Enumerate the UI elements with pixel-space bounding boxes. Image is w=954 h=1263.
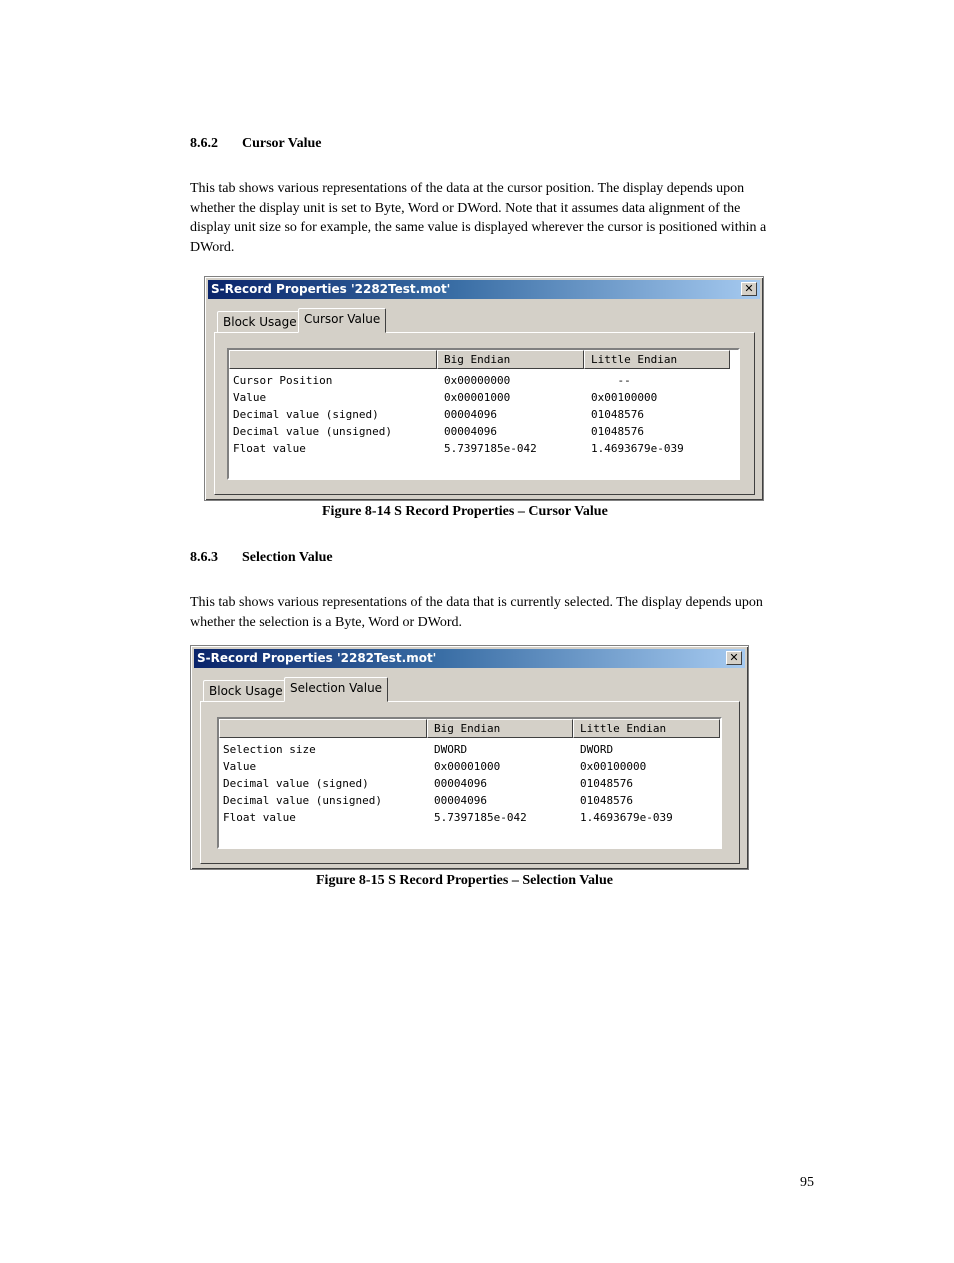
property-name: Selection size [223,743,316,756]
column-header-little-endian[interactable]: Little Endian [584,350,730,369]
little-endian-value: 01048576 [580,777,633,790]
column-header-big-endian[interactable]: Big Endian [427,719,573,738]
section-number: 8.6.3 [190,550,218,565]
list-item[interactable] [219,758,720,775]
property-name: Float value [223,811,296,824]
section-heading-selection-value [190,550,333,566]
properties-list[interactable] [217,717,722,849]
big-endian-value: 00004096 [434,777,487,790]
list-item[interactable] [229,423,738,440]
tab-cursor-value[interactable]: Cursor Value [298,308,386,333]
little-endian-value: 01048576 [580,794,633,807]
dialog-title-bar [208,280,760,299]
close-icon[interactable]: ✕ [741,282,757,296]
column-header-name[interactable] [219,719,427,738]
tab-block-usage[interactable]: Block Usage [217,311,303,333]
dialog-title-bar [194,649,745,668]
close-icon[interactable]: ✕ [726,651,742,665]
big-endian-value: 5.7397185e-042 [434,811,527,824]
big-endian-value: DWORD [434,743,468,756]
property-name: Float value [233,442,306,455]
tab-selection-value[interactable]: Selection Value [284,677,388,702]
little-endian-value: 01048576 [591,425,644,438]
big-endian-value: 00004096 [444,425,497,438]
section-number: 8.6.2 [190,136,218,151]
big-endian-value: 0x00001000 [434,760,501,773]
property-name: Cursor Position [233,374,333,387]
property-name: Decimal value (unsigned) [233,425,392,438]
little-endian-value: 0x00100000 [580,760,647,773]
selection-value-description [190,593,820,632]
list-item[interactable] [229,440,738,457]
list-item[interactable] [219,775,720,792]
little-endian-value: 0x00100000 [591,391,658,404]
dialog-title: S-Record Properties '2282Test.mot' [211,282,451,296]
list-item[interactable] [229,406,738,423]
list-item[interactable] [219,741,720,758]
big-endian-value: 00004096 [434,794,487,807]
property-name: Decimal value (unsigned) [223,794,382,807]
column-header-little-endian[interactable]: Little Endian [573,719,720,738]
big-endian-value: 00004096 [444,408,497,421]
list-header [229,350,738,369]
tab-panel [214,332,755,495]
dialog-title: S-Record Properties '2282Test.mot' [197,651,437,665]
tab-block-usage[interactable]: Block Usage [203,680,289,702]
section-heading-cursor-value [190,136,321,152]
paragraph-line: This tab shows various representations of the data that is currently selected. The display depends upon [190,595,763,610]
section-title: Cursor Value [242,136,322,151]
little-endian-value: DWORD [580,743,614,756]
cursor-value-dialog [204,276,764,501]
tab-panel [200,701,740,864]
little-endian-value: 01048576 [591,408,644,421]
cursor-value-description [190,179,820,257]
list-item[interactable] [219,809,720,826]
little-endian-value: 1.4693679e-039 [580,811,673,824]
figure-caption: Figure 8-14 S Record Properties – Cursor Value [322,504,608,519]
paragraph-line: This tab shows various representations of the data at the cursor position. The display depends upon [190,181,745,196]
list-header [219,719,720,738]
paragraph-line: DWord. [190,239,235,255]
property-name: Value [223,760,257,773]
list-item[interactable] [229,389,738,406]
little-endian-value: -- [591,374,631,387]
column-header-name[interactable] [229,350,437,369]
list-item[interactable] [229,372,738,389]
paragraph-line: whether the selection is a Byte, Word or DWord. [190,614,462,630]
properties-list[interactable] [227,348,740,480]
figure-caption: Figure 8-15 S Record Properties – Selection Value [316,873,613,888]
big-endian-value: 0x00001000 [444,391,511,404]
property-name: Value [233,391,267,404]
big-endian-value: 5.7397185e-042 [444,442,537,455]
selection-value-dialog [190,645,749,870]
column-header-big-endian[interactable]: Big Endian [437,350,584,369]
section-title: Selection Value [242,550,333,565]
paragraph-line: whether the display unit is set to Byte, Word or DWord. Note that it assumes data alignment of the [190,200,741,216]
little-endian-value: 1.4693679e-039 [591,442,684,455]
page-number: 95 [800,1175,814,1190]
paragraph-line: display unit size so for example, the same value is displayed wherever the cursor is positioned within a [190,220,767,235]
big-endian-value: 0x00000000 [444,374,511,387]
property-name: Decimal value (signed) [223,777,369,790]
list-item[interactable] [219,792,720,809]
property-name: Decimal value (signed) [233,408,379,421]
